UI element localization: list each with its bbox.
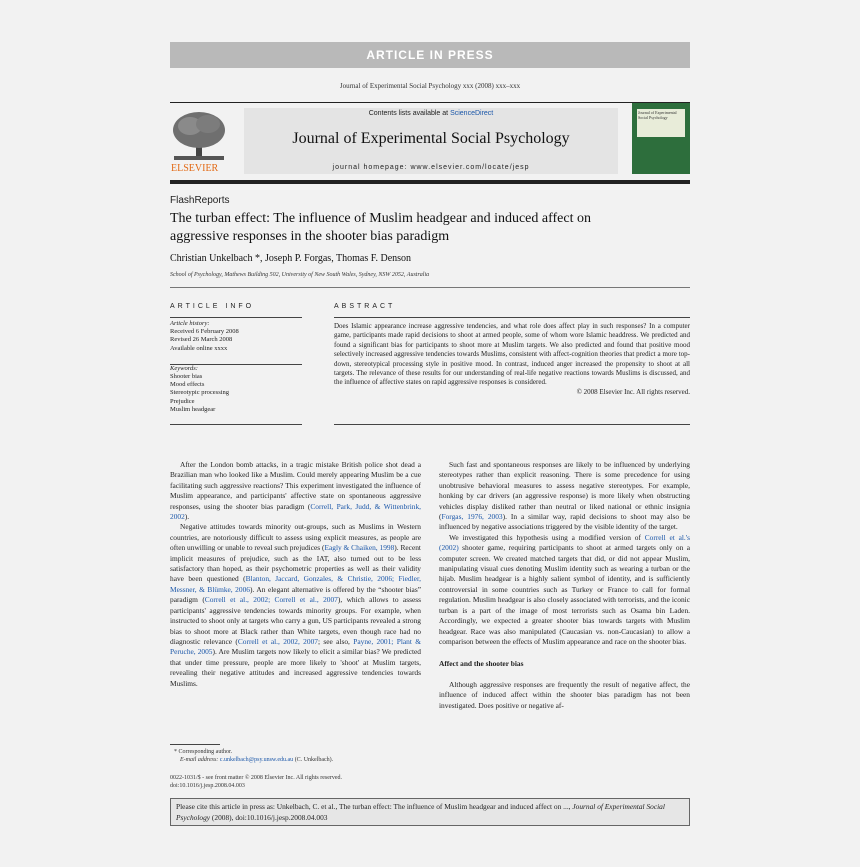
reference-link[interactable]: Blanton, Jaccard, Gonzales, & Christie, 2006; Fiedler, Messner, & Blümke, 2006	[170, 574, 421, 594]
abstract-block	[334, 322, 690, 397]
contents-available-line: Contents lists available at ScienceDirect	[368, 110, 494, 117]
journal-homepage[interactable]: journal homepage: www.elsevier.com/locate/jesp	[332, 164, 530, 171]
email-link[interactable]: c.unkelbach@psy.unsw.edu.au	[219, 757, 294, 763]
info-mid-rule	[170, 364, 302, 365]
article-info-heading: ARTICLE INFO	[170, 303, 255, 310]
header-divider	[170, 287, 690, 288]
reference-link[interactable]: Correll et al., 2002; Correll et al., 2007	[204, 595, 338, 605]
author-affiliation: School of Psychology, Mathews Building 502, University of New South Wales, Sydney, NSW 2052, Australia	[170, 272, 430, 278]
body-paragraph: We investigated this hypothesis using a modified version of Correll et al.'s (2002) shooter game, requiring participants to shoot at armed targets only on a computer screen. We created matched targets that did, or did not appear Muslim, manipulating visual cues denoting Muslim identity such as wearing a turban or the hijab. Muslim headgear is a highly salient symbol of identity, and is sufficiently controversial in some countries such as Turkey or France to call for formal regulation. Muslim headgear is also closely associated with terrorists, and the iconic turban is a part of the image of most terrorists such as Osama bin Laden. Accordingly, we expected a greater shooter bias towards targets with Muslim headgear. Race was also manipulated (Caucasian vs. non-Caucasian) to allow a comparison between the effects of Muslim appearance and race on the shooter bias.	[439, 532, 690, 646]
body-column-left	[170, 460, 421, 689]
reference-link[interactable]: Forgas, 1976, 2003	[441, 512, 503, 522]
abstract-copyright: © 2008 Elsevier Inc. All rights reserved.	[576, 387, 690, 396]
keywords-label: Keywords:	[170, 364, 198, 372]
reference-link[interactable]: Correll, Park, Judd, & Wittenbrink, 2002	[170, 501, 421, 522]
keyword-item: Mood effects	[170, 381, 205, 389]
doi-line: doi:10.1016/j.jesp.2008.04.003	[170, 783, 245, 789]
reference-link[interactable]: Eagly & Chaiken, 1998	[324, 543, 395, 553]
history-label: Article history:	[170, 320, 210, 327]
keyword-item: Shooter bias	[170, 373, 203, 381]
front-matter-block	[170, 774, 420, 790]
reference-link[interactable]: Correll et al., 2002, 2007	[237, 636, 318, 646]
keyword-item: Prejudice	[170, 397, 195, 405]
article-info-block	[170, 320, 304, 414]
info-top-rule	[170, 317, 302, 318]
body-paragraph: After the London bomb attacks, in a tragic mistake British police shot dead a Brazilian man who looked like a Muslim. Could merely appearing Muslim be a cue facilitating such aggressive reactions? This experiment investigated the influence of Muslim appearance, and participants' affective state on spontaneous aggressive responses, using the shooter bias paradigm (Correll, Park, Judd, & Wittenbrink, 2002).	[170, 460, 421, 522]
section-subheading: Affect and the shooter bias	[439, 659, 524, 669]
footnote-rule	[170, 744, 220, 745]
article-section-label: FlashReports	[170, 195, 230, 206]
body-column-right	[439, 460, 690, 711]
svg-text:ELSEVIER: ELSEVIER	[171, 163, 219, 174]
citation-box: Please cite this article in press as: Unkelbach, C. et al., The turban effect: The influence of Muslim headgear and induced affect on ..., Journal of Experimental Social Psychology (2008), doi:10.1016/j.jesp.2008.04.003	[170, 798, 690, 826]
abstract-bottom-rule	[334, 424, 690, 425]
sciencedirect-link[interactable]: ScienceDirect	[450, 110, 494, 117]
author-list: Christian Unkelbach *, Joseph P. Forgas, Thomas F. Denson	[170, 253, 412, 264]
reference-link[interactable]: Payne, 2001; Plant & Peruche, 2005	[170, 636, 421, 657]
elsevier-logo	[170, 108, 230, 174]
running-head: Journal of Experimental Social Psychology xxx (2008) xxx–xxx	[339, 82, 521, 90]
body-paragraph: Such fast and spontaneous responses are likely to be influenced by underlying stereotypes rather than explicit reasoning. There is some precedence for using unobtrusive behavioral measures to assess negative stereotypes. For example, honking by car drivers (an aggressive response) is more likely when obstructing vehicles display disliked rather than neutral or liked national or ethnic insignia (Forgas, 1976, 2003). In a similar way, rapid decisions to shoot may also be influenced by negative associations triggered by the visible identity of the target.	[439, 460, 690, 532]
keyword-item: Stereotypic processing	[170, 389, 230, 397]
journal-title: Journal of Experimental Social Psychology	[292, 130, 570, 147]
corresponding-author-note: * Corresponding author.	[174, 749, 233, 755]
history-item: Received 6 February 2008	[170, 328, 239, 336]
cover-title: Journal of Experimental Social Psychology	[637, 109, 685, 137]
abstract-heading: ABSTRACT	[334, 303, 396, 310]
journal-cover-thumbnail	[632, 103, 690, 174]
masthead-top-rule	[170, 102, 690, 103]
history-item: Available online xxxx	[170, 344, 228, 352]
journal-masthead	[244, 108, 618, 174]
article-title: The turban effect: The influence of Muslim headgear and induced affect on aggressive responses in the shooter bias paradigm	[170, 211, 591, 244]
abstract-top-rule	[334, 317, 690, 318]
footnote-block	[170, 748, 420, 764]
email-line: E-mail address: c.unkelbach@psy.unsw.edu.au (C. Unkelbach).	[180, 757, 334, 763]
keyword-item: Muslim headgear	[170, 405, 216, 413]
reference-link[interactable]: Correll et al.'s (2002)	[439, 532, 690, 553]
elsevier-tree-icon	[170, 108, 230, 174]
issn-line: 0022-1031/$ - see front matter © 2008 Elsevier Inc. All rights reserved.	[170, 775, 343, 781]
body-paragraph: Although aggressive responses are frequently the result of negative affect, the influence of induced affect within the shooter bias paradigm has not been investigated. Does positive or negative af-	[439, 679, 690, 710]
abstract-text: Does Islamic appearance increase aggressive tendencies, and what role does affect play in such responses? In a computer game, participants made rapid decisions to shoot at armed people, some of whom wore Islamic headdress. We predicted and found a significant bias for participants to shoot more at Muslim targets. We also predicted and found that positive mood selectively increased aggressive tendencies towards Muslims, consistent with affect-cognition theories that predict a more top-down, stereotypical processing style in positive mood. In contrast, induced anger increased the propensity to shoot at all targets. The relevance of these results for our understanding of real-life negative reactions towards Muslims is discussed, and the influence of affective states on rapid aggressive responses is considered.	[334, 322, 690, 387]
history-item: Revised 26 March 2008	[170, 336, 233, 344]
body-paragraph: Negative attitudes towards minority out-groups, such as Muslims in Western countries, are notoriously difficult to assess using explicit measures, as people are often unwilling or unable to reveal such prejudices (Eagly & Chaiken, 1998). Recent implicit measures of prejudice, such as the IAT, also turned out to be less satisfactory than hoped, as their psychometric properties as well as their validity have been questioned (Blanton, Jaccard, Gonzales, & Christie, 2006; Fiedler, Messner, & Blümke, 2006). An elegant alternative is offered by the “shooter bias” paradigm (Correll et al., 2002; Correll et al., 2007), which allows to assess participants' aggressive tendencies towards minority groups. For example, when instructed to shoot only at targets who carry a gun, US participants revealed a strong bias to shoot more at Black rather than White targets, even though race had no diagnostic relevance (Correll et al., 2002, 2007; see also, Payne, 2001; Plant & Peruche, 2005). Are Muslim targets now likely to elicit a similar bias? We predicted that under time pressure, people are more likely to 'shoot' at Muslim targets, revealing their negative attitudes and increased aggressive tendencies towards Muslims.	[170, 522, 421, 688]
info-bottom-rule	[170, 424, 302, 425]
masthead-bottom-rule	[170, 180, 690, 184]
article-in-press-banner: ARTICLE IN PRESS	[170, 42, 690, 68]
